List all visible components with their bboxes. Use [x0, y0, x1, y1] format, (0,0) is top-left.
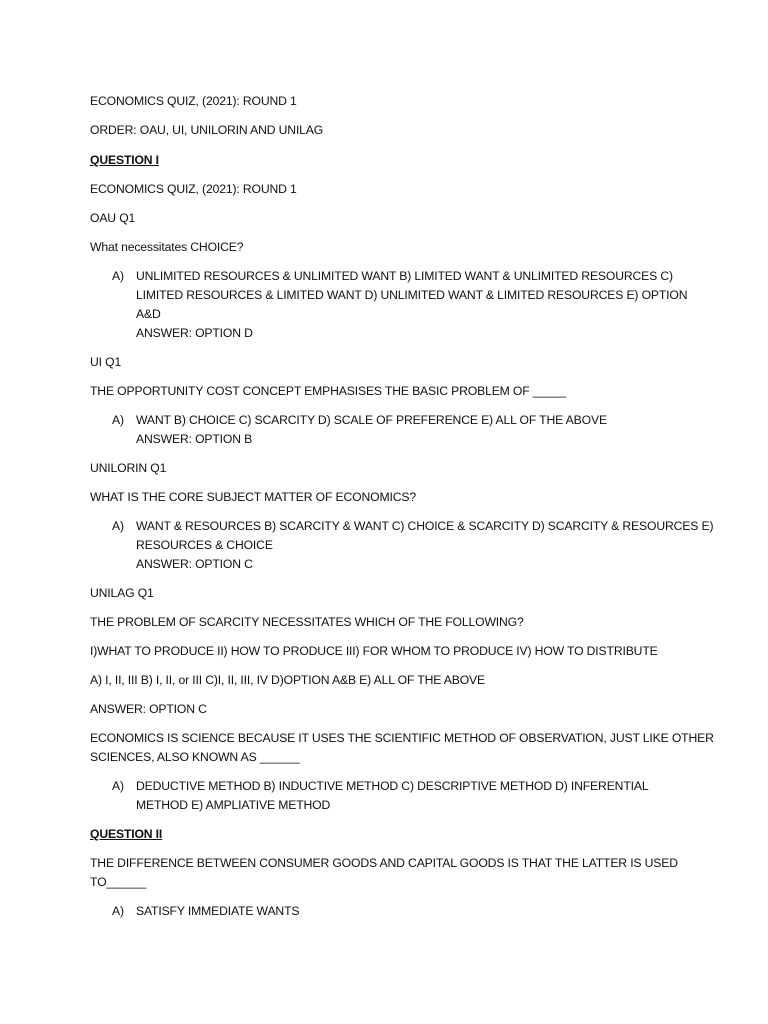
unilorin-options-line-2: RESOURCES & CHOICE	[136, 538, 273, 552]
q2-question-line-2: TO______	[90, 875, 147, 889]
ui-option-marker: A)	[112, 413, 124, 427]
oau-answer: ANSWER: OPTION D	[136, 326, 253, 340]
oau-options-line-2: LIMITED RESOURCES & LIMITED WANT D) UNLIMITED WANT & LIMITED RESOURCES E) OPTION	[136, 288, 688, 302]
ui-label: UI Q1	[90, 355, 122, 369]
quiz-title: ECONOMICS QUIZ, (2021): ROUND 1	[90, 94, 297, 108]
unilag-label: UNILAG Q1	[90, 586, 154, 600]
unilorin-options-line-1: WANT & RESOURCES B) SCARCITY & WANT C) CHOICE & SCARCITY D) SCARCITY & RESOURCES E)	[136, 519, 714, 533]
science-options-line-1: DEDUCTIVE METHOD B) INDUCTIVE METHOD C) DESCRIPTIVE METHOD D) INFERENTIAL	[136, 779, 649, 793]
q2-option-marker: A)	[112, 904, 124, 918]
oau-question: What necessitates CHOICE?	[90, 240, 244, 254]
q2-question-line-1: THE DIFFERENCE BETWEEN CONSUMER GOODS AND CAPITAL GOODS IS THAT THE LATTER IS USED	[90, 856, 678, 870]
unilorin-answer: ANSWER: OPTION C	[136, 557, 253, 571]
unilorin-option-marker: A)	[112, 519, 124, 533]
ui-answer: ANSWER: OPTION B	[136, 432, 253, 446]
unilorin-label: UNILORIN Q1	[90, 461, 167, 475]
unilag-question: THE PROBLEM OF SCARCITY NECESSITATES WHICH OF THE FOLLOWING?	[90, 615, 524, 629]
ui-question: THE OPPORTUNITY COST CONCEPT EMPHASISES THE BASIC PROBLEM OF _____	[90, 384, 566, 398]
ui-options-line-1: WANT B) CHOICE C) SCARCITY D) SCALE OF PREFERENCE E) ALL OF THE ABOVE	[136, 413, 607, 427]
question-1-heading: QUESTION I	[90, 153, 159, 167]
oau-options-line-3: A&D	[136, 307, 161, 321]
unilorin-question: WHAT IS THE CORE SUBJECT MATTER OF ECONOMICS?	[90, 490, 416, 504]
question-2-heading: QUESTION II	[90, 827, 163, 841]
order-line: ORDER: OAU, UI, UNILORIN AND UNILAG	[90, 123, 324, 137]
oau-options-line-1: UNLIMITED RESOURCES & UNLIMITED WANT B) LIMITED WANT & UNLIMITED RESOURCES C)	[136, 269, 673, 283]
quiz-title-repeat: ECONOMICS QUIZ, (2021): ROUND 1	[90, 182, 297, 196]
unilag-answer: ANSWER: OPTION C	[90, 702, 207, 716]
unilag-items: I)WHAT TO PRODUCE II) HOW TO PRODUCE III) FOR WHOM TO PRODUCE IV) HOW TO DISTRIBUTE	[90, 644, 658, 658]
science-question-line-2: SCIENCES, ALSO KNOWN AS ______	[90, 750, 300, 764]
science-question-line-1: ECONOMICS IS SCIENCE BECAUSE IT USES THE SCIENTIFIC METHOD OF OBSERVATION, JUST LIKE OTHER	[90, 731, 714, 745]
oau-label: OAU Q1	[90, 211, 136, 225]
unilag-options: A) I, II, III B) I, II, or III C)I, II, III, IV D)OPTION A&B E) ALL OF THE ABOVE	[90, 673, 486, 687]
q2-option-a: SATISFY IMMEDIATE WANTS	[136, 904, 300, 918]
oau-option-marker: A)	[112, 269, 124, 283]
science-option-marker: A)	[112, 779, 124, 793]
science-options-line-2: METHOD E) AMPLIATIVE METHOD	[136, 798, 331, 812]
